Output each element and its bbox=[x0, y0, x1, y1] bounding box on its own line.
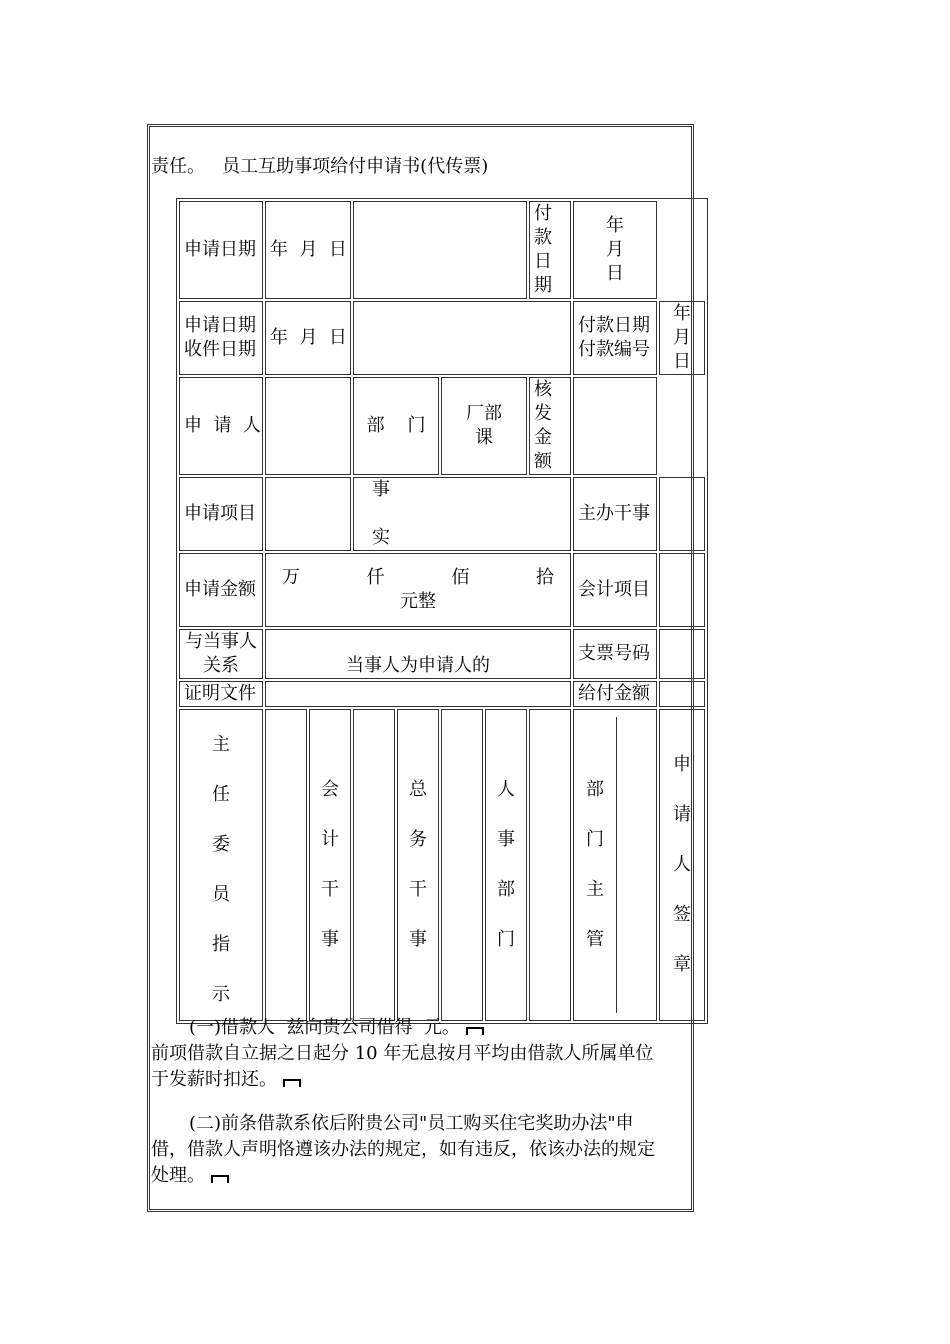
label-line: 与当事人 bbox=[185, 631, 257, 652]
accounting-officer-label bbox=[309, 709, 351, 1021]
paid-amount-label: 给付金额 bbox=[573, 681, 657, 707]
pay-day: 日 bbox=[606, 263, 625, 284]
unit-line: 课 bbox=[475, 427, 494, 448]
apply-date-label: 申请日期 bbox=[179, 201, 263, 299]
char: 章 bbox=[673, 954, 692, 975]
char: 签 bbox=[673, 904, 692, 925]
char: 事 bbox=[409, 929, 428, 950]
clause-text: (一)借款人 兹向贵公司借得 元。 bbox=[189, 1017, 460, 1038]
char: 请 bbox=[673, 804, 692, 825]
applicant-seal-label bbox=[659, 709, 705, 1021]
application-form-table bbox=[176, 198, 708, 1024]
general-affairs-label bbox=[397, 709, 439, 1021]
officer-label: 主办干事 bbox=[573, 477, 657, 551]
pay-number-field[interactable] bbox=[659, 301, 705, 375]
officer-field[interactable] bbox=[659, 477, 705, 551]
char: 干 bbox=[409, 879, 428, 900]
approved-amount-label: 核发金额 bbox=[529, 377, 571, 475]
clause-one bbox=[151, 1015, 691, 1093]
clause-text: 于发薪时扣还。 bbox=[151, 1069, 277, 1090]
char: 人 bbox=[497, 779, 516, 800]
unit-shi: 拾 bbox=[536, 567, 555, 588]
header-lead: 责任。 bbox=[151, 156, 205, 177]
apply-amount-field[interactable] bbox=[265, 553, 571, 627]
manager-sign-field[interactable] bbox=[617, 717, 656, 1013]
unit-label bbox=[441, 377, 527, 475]
char: 计 bbox=[321, 829, 339, 850]
char: 示 bbox=[212, 984, 230, 1005]
receive-date-field[interactable]: 年 月 日 bbox=[265, 301, 351, 375]
chair-sign-field[interactable] bbox=[265, 709, 307, 1021]
amount-units bbox=[270, 566, 566, 590]
proof-document-label: 证明文件 bbox=[179, 681, 263, 707]
unit-wan: 万 bbox=[282, 567, 300, 588]
paragraph-mark-icon bbox=[283, 1079, 301, 1087]
pay-year: 年 bbox=[673, 303, 692, 324]
apply-amount-label: 申请金额 bbox=[179, 553, 263, 627]
unit-yuan: 元整 bbox=[400, 591, 436, 612]
clause-text: 处理。 bbox=[151, 1165, 205, 1186]
pay-number-label bbox=[573, 301, 657, 375]
char: 事 bbox=[497, 829, 516, 850]
apply-item-label: 申请项目 bbox=[179, 477, 263, 551]
accounting-sign-field[interactable] bbox=[353, 709, 395, 1021]
relation-label bbox=[179, 629, 263, 679]
unit-qian: 仟 bbox=[366, 567, 385, 588]
char: 务 bbox=[409, 829, 428, 850]
unit-bai: 佰 bbox=[451, 567, 470, 588]
fact-line: 事 bbox=[372, 479, 391, 500]
department-manager-label bbox=[574, 717, 617, 1013]
fact-field[interactable] bbox=[353, 477, 571, 551]
manager-cell bbox=[573, 709, 657, 1021]
char: 管 bbox=[586, 929, 605, 950]
clause-two bbox=[151, 1111, 691, 1189]
char: 申 bbox=[673, 754, 692, 775]
proof-document-field[interactable] bbox=[265, 681, 571, 707]
paragraph-mark-icon bbox=[211, 1175, 229, 1183]
char: 会 bbox=[321, 779, 339, 800]
hr-sign-field[interactable] bbox=[529, 709, 571, 1021]
clause-text: 借，借款人声明恪遵该办法的规定，如有违反，依该办法的规定 bbox=[151, 1139, 655, 1160]
form-header bbox=[151, 152, 488, 178]
paid-amount-field[interactable] bbox=[659, 681, 705, 707]
cheque-number-field[interactable] bbox=[659, 629, 705, 679]
char: 人 bbox=[673, 854, 692, 875]
label-line: 关系 bbox=[203, 655, 239, 676]
char: 门 bbox=[497, 929, 516, 950]
label-line: 付款编号 bbox=[578, 339, 651, 360]
char: 部 bbox=[497, 879, 516, 900]
department-label: 部 门 bbox=[353, 377, 439, 475]
char: 部 bbox=[586, 779, 605, 800]
cheque-number-label: 支票号码 bbox=[573, 629, 657, 679]
char: 主 bbox=[212, 734, 230, 755]
approved-amount-field[interactable] bbox=[573, 377, 657, 475]
applicant-field[interactable] bbox=[265, 377, 351, 475]
char: 指 bbox=[212, 934, 230, 955]
clause-text: 前项借款自立据之日起分 10 年无息按月平均由借款人所属单位 bbox=[151, 1043, 654, 1064]
char: 委 bbox=[212, 834, 230, 855]
pay-month: 月 bbox=[673, 327, 692, 348]
pay-year: 年 bbox=[606, 215, 625, 236]
account-item-field[interactable] bbox=[659, 553, 705, 627]
apply-date-field[interactable]: 年 月 日 bbox=[265, 201, 351, 299]
apply-blank-field[interactable] bbox=[353, 201, 527, 299]
pay-day: 日 bbox=[673, 351, 692, 372]
paragraph-mark-icon bbox=[466, 1027, 484, 1035]
char: 任 bbox=[212, 784, 230, 805]
unit-line: 厂部 bbox=[466, 403, 503, 424]
pay-date-field[interactable] bbox=[573, 201, 657, 299]
char: 总 bbox=[409, 779, 428, 800]
general-sign-field[interactable] bbox=[441, 709, 483, 1021]
char: 门 bbox=[586, 829, 605, 850]
account-item-label: 会计项目 bbox=[573, 553, 657, 627]
receive-date-label bbox=[179, 301, 263, 375]
pay-date-label: 付款日期 bbox=[529, 201, 571, 299]
form-title: 员工互助事项给付申请书(代传票) bbox=[222, 156, 489, 177]
applicant-label: 申 请 人 bbox=[179, 377, 263, 475]
apply-item-field[interactable] bbox=[265, 477, 351, 551]
pay-month: 月 bbox=[606, 239, 625, 260]
relation-field[interactable]: 当事人为申请人的 bbox=[265, 629, 571, 679]
chair-instruction-label bbox=[179, 709, 263, 1021]
char: 主 bbox=[586, 879, 605, 900]
label-line: 申请日期 bbox=[184, 315, 256, 336]
label-line: 收件日期 bbox=[184, 339, 256, 360]
hr-department-label bbox=[485, 709, 527, 1021]
clause-text: (二)前条借款系依后附贵公司"员工购买住宅奖助办法"申 bbox=[189, 1113, 634, 1134]
char: 事 bbox=[321, 929, 339, 950]
char: 员 bbox=[212, 884, 230, 905]
label-line: 付款日期 bbox=[578, 315, 651, 336]
receive-blank-field[interactable] bbox=[353, 301, 571, 375]
char: 干 bbox=[321, 879, 339, 900]
fact-line: 实 bbox=[372, 527, 391, 548]
